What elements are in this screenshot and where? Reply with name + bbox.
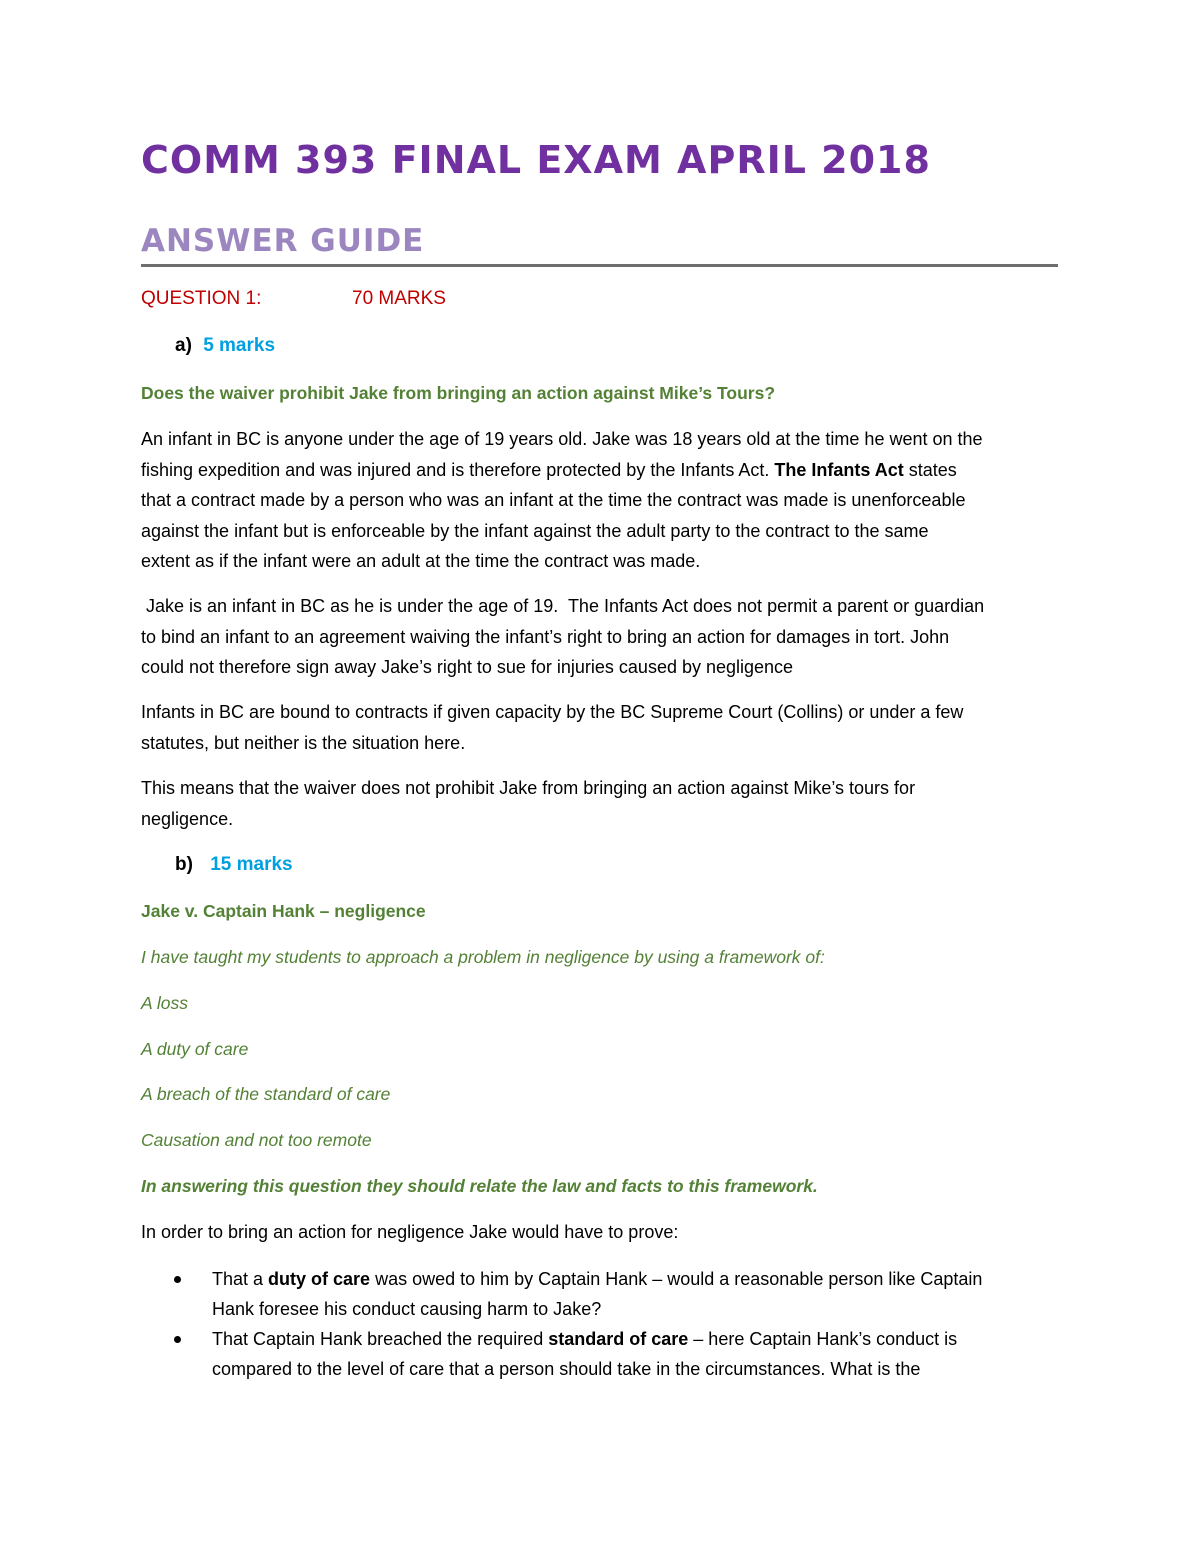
paragraph-line: negligence. [141, 808, 234, 829]
text-run: That Captain Hank breached the required [212, 1329, 544, 1349]
list-item [141, 1264, 1071, 1324]
part-a-marks: 5 marks [203, 335, 276, 356]
part-b-subheading: Jake v. Captain Hank – negligence [141, 901, 426, 921]
bullet-icon [174, 1276, 181, 1283]
part-b-marks: 15 marks [210, 854, 293, 875]
requirements-list [141, 1264, 1071, 1384]
infants-act-bold: The Infants Act [774, 459, 904, 480]
question-1-heading [141, 288, 446, 310]
paragraph-line [212, 1324, 1071, 1354]
part-a-letter: a) [175, 335, 192, 356]
part-b-heading [175, 854, 293, 876]
text-run: fishing expedition and was injured and is therefore protected by the Infants Act. [141, 459, 770, 480]
text-run: states [908, 459, 957, 480]
paragraph-line: statutes, but neither is the situation here. [141, 732, 466, 753]
framework-item-duty: A duty of care [141, 1039, 249, 1059]
document-subtitle: ANSWER GUIDE [141, 223, 425, 259]
list-item [141, 1324, 1071, 1384]
text-run: – here Captain Hank’s conduct is [693, 1329, 958, 1349]
part-a-question: Does the waiver prohibit Jake from bringing an action against Mike’s Tours? [141, 383, 776, 403]
framework-item-loss: A loss [141, 993, 189, 1013]
paragraph-line: to bind an infant to an agreement waiving the infant’s right to bring an action for damages in tort. John [141, 626, 950, 647]
part-a-paragraph-2 [141, 591, 1071, 683]
paragraph-line: that a contract made by a person who was an infant at the time the contract was made is unenforceable [141, 490, 966, 510]
paragraph-line [141, 455, 1071, 486]
title-divider [141, 264, 1058, 267]
part-b-letter: b) [175, 854, 193, 875]
paragraph-line: Infants in BC are bound to contracts if given capacity by the BC Supreme Court (Collins) or under a few [141, 702, 964, 722]
paragraph-line: against the infant but is enforceable by the infant against the adult party to the contract to the same [141, 520, 929, 541]
text-run: That a [212, 1269, 264, 1289]
part-a-paragraph-1 [141, 424, 1071, 577]
part-a-paragraph-4 [141, 773, 1071, 834]
paragraph-line: An infant in BC is anyone under the age of 19 years old. Jake was 18 years old at the time he went on the [141, 429, 983, 449]
bullet-icon [174, 1336, 181, 1343]
framework-intro: I have taught my students to approach a problem in negligence by using a framework of: [141, 947, 825, 967]
document-title: COMM 393 FINAL EXAM APRIL 2018 [141, 138, 931, 182]
part-a-heading [175, 335, 275, 357]
paragraph-line: could not therefore sign away Jake’s right to sue for injuries caused by negligence [141, 657, 794, 677]
question-1-marks: 70 MARKS [352, 288, 446, 309]
paragraph-line: compared to the level of care that a person should take in the circumstances. What is the [212, 1359, 921, 1379]
question-1-label: QUESTION 1: [141, 288, 262, 309]
framework-item-causation: Causation and not too remote [141, 1130, 372, 1150]
text-run: was owed to him by Captain Hank – would a reasonable person like Captain [375, 1269, 983, 1289]
paragraph-line: Hank foresee his conduct causing harm to Jake? [212, 1299, 602, 1319]
standard-of-care-bold: standard of care [548, 1329, 689, 1349]
paragraph-line: Jake is an infant in BC as he is under the age of 19. The Infants Act does not permit a parent or guardian [141, 596, 985, 616]
framework-item-breach: A breach of the standard of care [141, 1084, 391, 1104]
paragraph-line [212, 1264, 1071, 1294]
framework-instruction: In answering this question they should relate the law and facts to this framework. [141, 1176, 818, 1196]
paragraph-line: extent as if the infant were an adult at the time the contract was made. [141, 551, 701, 571]
prove-intro: In order to bring an action for negligence Jake would have to prove: [141, 1222, 679, 1242]
paragraph-line: This means that the waiver does not prohibit Jake from bringing an action against Mike’s tours for [141, 778, 916, 798]
part-a-paragraph-3 [141, 697, 1071, 758]
duty-of-care-bold: duty of care [268, 1269, 371, 1289]
